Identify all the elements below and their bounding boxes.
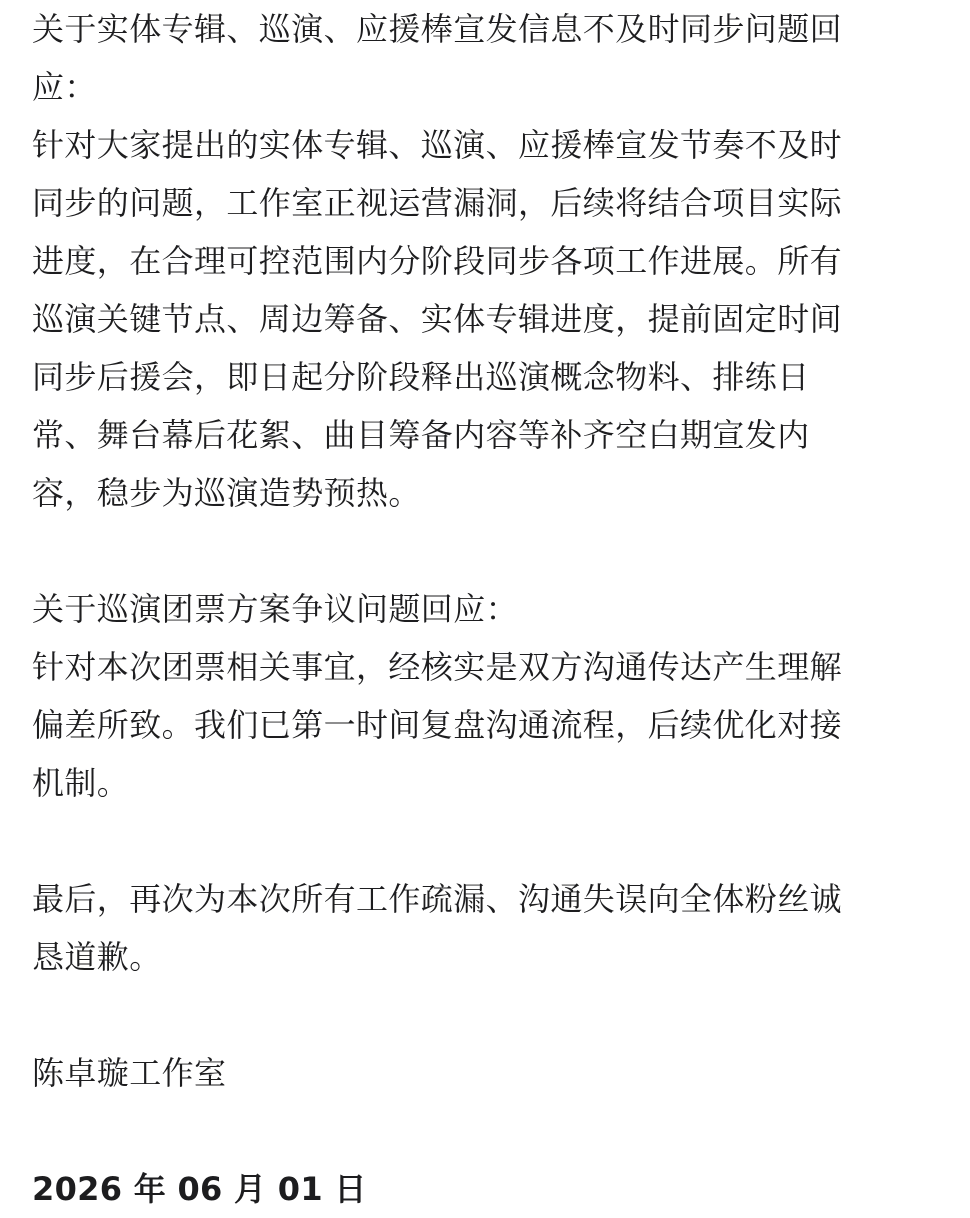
- section-group-ticket: [32, 580, 938, 812]
- section-closing-apology: [32, 870, 938, 986]
- document-date: 2026 年 06 月 01 日: [32, 1170, 367, 1208]
- paragraph-line: 机制。: [32, 764, 130, 802]
- paragraph-line: 针对大家提出的实体专辑、巡演、应援棒宣发节奏不及时: [32, 126, 843, 164]
- section-album-tour-promo: [32, 0, 938, 522]
- paragraph-line: 最后，再次为本次所有工作疏漏、沟通失误向全体粉丝诚: [32, 880, 843, 918]
- section-heading-line: 应：: [32, 68, 97, 106]
- paragraph-spacer: [32, 1102, 938, 1160]
- paragraph-line: 常、舞台幕后花絮、曲目筹备内容等补齐空白期宣发内: [32, 416, 810, 454]
- announcement-document: [32, 0, 938, 1218]
- paragraph-line: 巡演关键节点、周边筹备、实体专辑进度，提前固定时间: [32, 300, 843, 338]
- paragraph-line: 容，稳步为巡演造势预热。: [32, 474, 421, 512]
- paragraph-spacer: [32, 522, 938, 580]
- paragraph-line: 恳道歉。: [32, 938, 162, 976]
- paragraph-spacer: [32, 986, 938, 1044]
- paragraph-line: 偏差所致。我们已第一时间复盘沟通流程，后续优化对接: [32, 706, 843, 744]
- paragraph-line: 针对本次团票相关事宜，经核实是双方沟通传达产生理解: [32, 648, 843, 686]
- section-heading-line: 关于实体专辑、巡演、应援棒宣发信息不及时同步问题回: [32, 10, 843, 48]
- section-heading-line: 关于巡演团票方案争议问题回应：: [32, 590, 519, 628]
- paragraph-line: 同步的问题，工作室正视运营漏洞，后续将结合项目实际: [32, 184, 843, 222]
- paragraph-line: 同步后援会，即日起分阶段释出巡演概念物料、排练日: [32, 358, 810, 396]
- paragraph-spacer: [32, 812, 938, 870]
- signature: 陈卓璇工作室: [32, 1054, 227, 1092]
- paragraph-line: 进度，在合理可控范围内分阶段同步各项工作进展。所有: [32, 242, 843, 280]
